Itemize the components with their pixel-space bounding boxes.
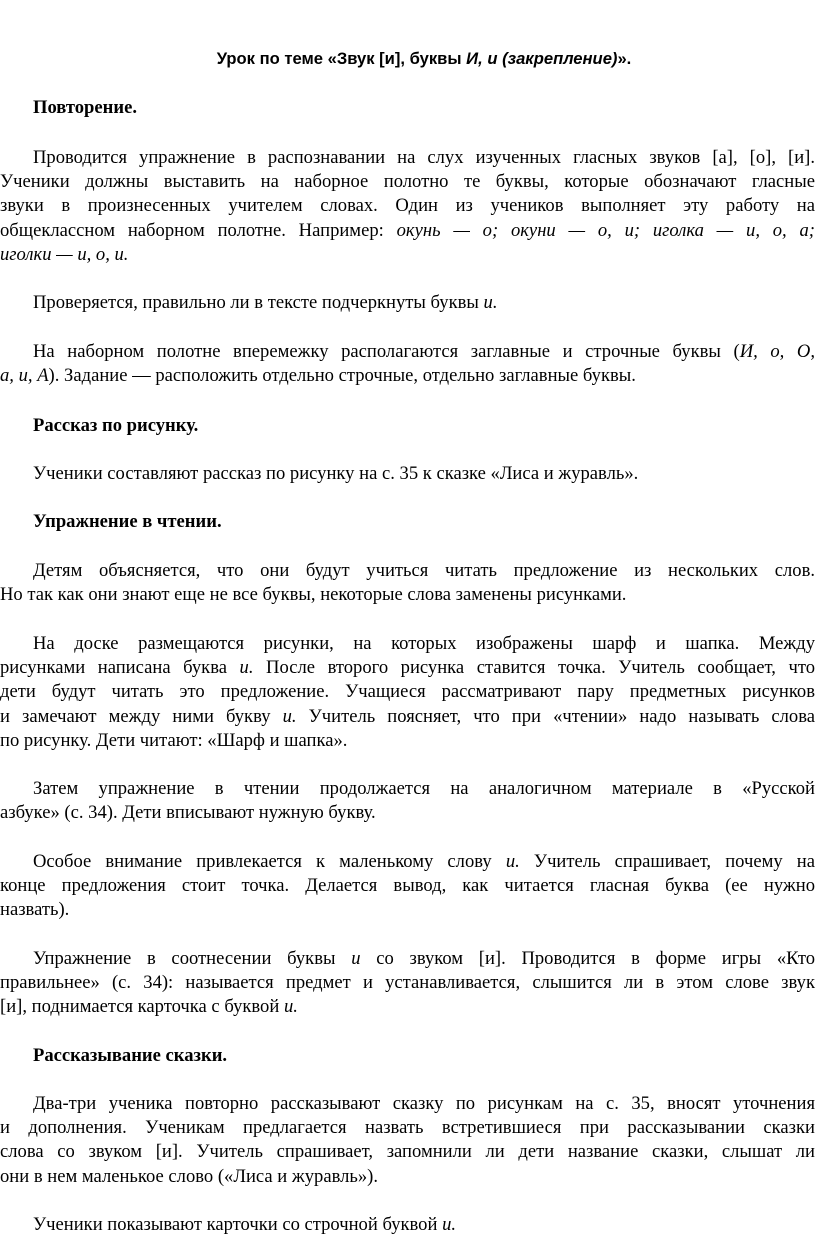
text-line: [и], поднимается карточка с буквой и. xyxy=(0,996,298,1018)
text-line: назвать). xyxy=(0,899,70,921)
text-line: иголки — и, о, и. xyxy=(0,243,129,265)
paragraph-vowel-exercise xyxy=(0,146,815,267)
paragraph-cards xyxy=(33,1213,815,1237)
paragraph-letters-sorting xyxy=(0,340,815,388)
text-line: Затем упражнение в чтении продолжается на аналогичном материале в «Русской xyxy=(33,778,815,799)
text-line: Проверяется, правильно ли в тексте подчеркнуты буквы и. xyxy=(33,292,498,313)
text-line: Ученики должны выставить на наборное полотно те буквы, которые обозначают гласные xyxy=(0,171,815,193)
heading-picture-story: Рассказ по рисунку. xyxy=(33,415,199,436)
paragraph-tale-retelling xyxy=(0,1092,815,1189)
paragraph-story-task xyxy=(33,462,815,486)
text-line: Ученики показывают карточки со строчной буквой и. xyxy=(33,1214,457,1235)
title-text: Урок по теме «Звук [и], буквы xyxy=(216,49,467,68)
text-line: дети будут читать это предложение. Учащиеся рассматривают пару предметных рисунков xyxy=(0,681,815,703)
text-line: Проводится упражнение в распознавании на слух изученных гласных звуков [а], [о], [и]. xyxy=(33,147,815,168)
text-line: На наборном полотне вперемежку располагаются заглавные и строчные буквы (И, о, О, xyxy=(33,341,815,362)
text-line: звуки в произнесенных учителем словах. Один из учеников выполняет эту работу на xyxy=(0,195,815,217)
title-end-text: ». xyxy=(617,49,632,68)
text-line: а, и, А). Задание — расположить отдельно строчные, отдельно заглавные буквы. xyxy=(0,365,636,387)
text-line: Ученики составляют рассказ по рисунку на с. 35 к сказке «Лиса и журавль». xyxy=(33,463,639,484)
text-line: рисунками написана буква и. После второго рисунка ставится точка. Учитель сообщает, что xyxy=(0,657,815,679)
text-line: они в нем маленькое слово («Лиса и журавль»). xyxy=(0,1165,379,1187)
paragraph-small-word xyxy=(0,850,815,923)
text-line: по рисунку. Дети читают: «Шарф и шапка». xyxy=(0,729,348,751)
text-line: Особое внимание привлекается к маленькому слову и. Учитель спрашивает, почему на xyxy=(33,851,815,872)
text-line: Упражнение в соотнесении буквы и со звуком [и]. Проводится в форме игры «Кто xyxy=(33,948,815,969)
text-line: На доске размещаются рисунки, на которых изображены шарф и шапка. Между xyxy=(33,633,815,654)
text-line: правильнее» (с. 34): называется предмет и устанавливается, слышится ли в этом слове звук xyxy=(0,972,815,994)
heading-reading-exercise: Упражнение в чтении. xyxy=(33,511,222,532)
text-line: конце предложения стоит точка. Делается вывод, как читается гласная буква (ее нужно xyxy=(0,875,815,897)
text-line: и замечают между ними букву и. Учитель поясняет, что при «чтении» надо называть слова xyxy=(0,705,815,727)
paragraph-sound-game xyxy=(0,947,815,1020)
paragraph-check-underline xyxy=(33,291,815,315)
paragraph-reading-intro xyxy=(0,559,815,607)
heading-repetition: Повторение. xyxy=(33,97,137,118)
title-italic-text: И, и (закрепление) xyxy=(466,49,618,68)
text-line: Два-три ученика повторно рассказывают сказку по рисункам на с. 35, вносят уточнения xyxy=(33,1093,815,1114)
text-line: азбуке» (с. 34). Дети вписывают нужную букву. xyxy=(0,802,376,824)
text-line: Детям объясняется, что они будут учиться читать предложение из нескольких слов. xyxy=(33,560,815,581)
text-line: и дополнения. Ученикам предлагается назвать встретившиеся при рассказывании сказки xyxy=(0,1117,815,1139)
heading-tale-telling: Рассказывание сказки. xyxy=(33,1045,228,1066)
text-line: Но так как они знают еще не все буквы, некоторые слова заменены рисунками. xyxy=(0,584,627,606)
text-line: общеклассном наборном полотне. Например: окунь — о; окуни — о, и; иголка — и, о, а; xyxy=(0,219,815,241)
text-line: слова со звуком [и]. Учитель спрашивает, запомнили ли дети название сказки, слышат ли xyxy=(0,1141,815,1163)
paragraph-reading-continue xyxy=(0,777,815,825)
paragraph-board-pictures xyxy=(0,632,815,753)
page-title xyxy=(33,48,815,70)
